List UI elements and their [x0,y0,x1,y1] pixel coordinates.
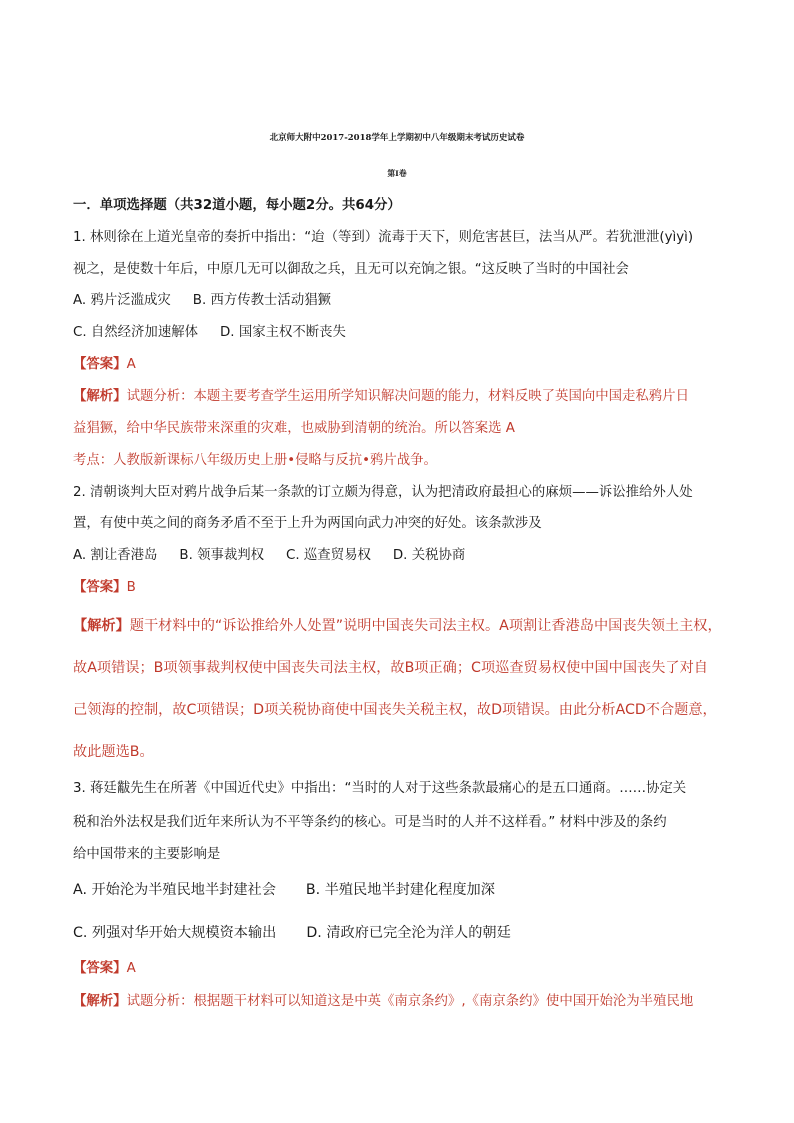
q3-analysis-text-1: 试题分析：根据题干材料可以知道这是中英《南京条约》,《南京条约》使中国开始沦为半殖民地 [126,994,694,1009]
q2-answer [73,578,136,598]
q1-analysis-text-1: 试题分析：本题主要考查学生运用所学知识解决问题的能力，材料反映了英国向中国走私鸦片日 [126,389,689,404]
exam-title: 北京师大附中2017-2018学年上学期初中八年级期末考试历史试卷 [269,133,525,143]
analysis-label: 【解析】 [73,618,130,634]
q1-analysis-line-2: 益猖獗，给中华民族带来深重的灾难，也威胁到清朝的统治。所以答案选 A [73,421,515,436]
q1-answer [73,355,136,375]
q2-answer-value: B [126,580,136,595]
q2-option-c: C. 巡查贸易权 [286,548,371,563]
q2-analysis-line-1 [73,616,722,636]
analysis-label: 【解析】 [73,389,127,404]
q3-option-b: B. 半殖民地半封建化程度加深 [305,882,495,898]
section-heading: 一．单项选择题（共32道小题，每小题2分。共64分） [73,198,401,213]
q2-analysis-text-1: 题干材料中的“诉讼推给外人处置”说明中国丧失司法主权。A项割让香港岛中国丧失领土主权， [129,618,722,634]
q3-options-row-1 [73,880,495,900]
q3-option-c: C. 列强对华开始大规模资本输出 [73,925,277,941]
q1-stem-line-2: 视之，是使数十年后，中原几无可以御敌之兵，且无可以充饷之银。“这反映了当时的中国社会 [73,262,629,277]
q3-option-a: A. 开始沦为半殖民地半封建社会 [73,882,276,898]
q3-options-row-2 [73,923,511,943]
q1-option-d: D. 国家主权不断丧失 [220,325,346,340]
q2-option-b: B. 领事裁判权 [179,548,265,563]
q3-stem-line-2: 税和治外法权是我们近年来所认为不平等条约的核心。可是当时的人并不这样看。” 材料中涉及的条约 [73,815,667,830]
answer-label: 【答案】 [73,961,127,976]
q1-options-row-2 [73,323,346,343]
q3-stem-line-1: 3. 蒋廷黻先生在所著《中国近代史》中指出：“当时的人对于这些条款最痛心的是五口通商。……协定关 [73,781,687,796]
q3-analysis-line-1 [73,992,693,1012]
q2-options-row [73,546,465,566]
q1-option-a: A. 鸦片泛滥成灾 [73,293,171,308]
q1-option-b: B. 西方传教士活动猖獗 [192,293,331,308]
volume-heading: 第I卷 [387,169,407,178]
q1-note: 考点：人教版新课标八年级历史上册•侵略与反抗•鸦片战争。 [73,453,437,468]
q2-analysis-line-4: 故此题选B。 [73,744,154,760]
q2-stem-line-2: 置，有使中英之间的商务矛盾不至于上升为两国向武力冲突的好处。该条款涉及 [73,516,542,531]
q1-answer-value: A [126,357,136,372]
analysis-label: 【解析】 [73,994,127,1009]
answer-label: 【答案】 [73,357,127,372]
q2-analysis-line-2: 故A项错误；B项领事裁判权使中国丧失司法主权，故B项正确；C项巡查贸易权使中国中国丧失了对自 [73,660,708,676]
q3-stem-line-3: 给中国带来的主要影响是 [73,847,221,862]
q1-analysis-line-1 [73,387,689,407]
q1-options-row-1 [73,291,331,311]
q1-option-c: C. 自然经济加速解体 [73,325,198,340]
q3-answer [73,959,136,979]
q2-option-d: D. 关税协商 [392,548,466,563]
q3-answer-value: A [126,961,136,976]
q2-stem-line-1: 2. 清朝谈判大臣对鸦片战争后某一条款的订立颇为得意，认为把清政府最担心的麻烦——诉讼推给外人处 [73,485,693,500]
q3-option-d: D. 清政府已完全沦为洋人的朝廷 [306,925,511,941]
q2-option-a: A. 割让香港岛 [73,548,158,563]
q1-stem-line-1: 1. 林则徐在上道光皇帝的奏折中指出：“迨（等到）流毒于天下，则危害甚巨，法当从严。若犹泄泄(yìyì) [73,230,694,245]
q2-analysis-line-3: 己领海的控制，故C项错误；D项关税协商使中国丧失关税主权，故D项错误。由此分析ACD不合题意， [73,702,717,718]
answer-label: 【答案】 [73,580,127,595]
